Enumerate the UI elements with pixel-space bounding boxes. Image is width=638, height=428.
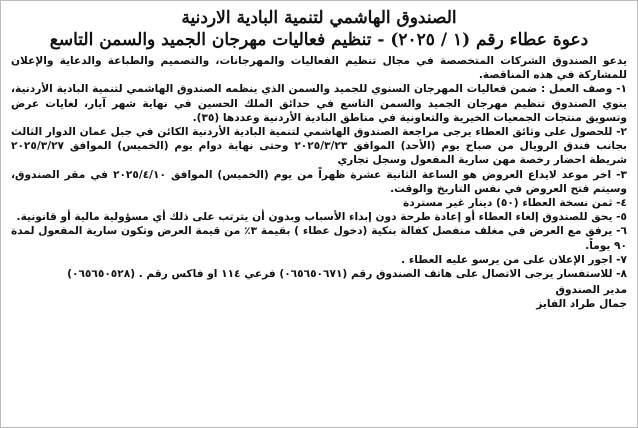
clause-work-description: ١- وصف العمل : ضمن فعاليات المهرجان السنوي للجميد والسمن الذي ينظمه الصندوق الهاشمي لتنمية البادية الأردنية، ينوي الصندوق تنظيم مهرجان الجميد والسمن التاسع في حدائق الملك الحسين في نهاية شهر آيار، لغايات عرض وتسويق منتجات الجمعيات الخيرية والتعاونية في مناطق البادية الأردنية وعددها (٣٥). xyxy=(11,83,627,124)
clause-deadline: ٣- اخر موعد لايداع العروض هو الساعة الثانية عشرة ظهراً من يوم (الخميس) الموافق ٢٠٢٥/٤/١٠ في مقر الصندوق، وسيتم فتح العروض في نفس التاريخ والوقت. xyxy=(11,168,627,195)
organization-title: الصندوق الهاشمي لتنمية البادية الاردنية xyxy=(181,8,457,28)
clause-price: ٤- ثمن نسخة العطاء (٥٠) دينار غير مستردة xyxy=(403,197,627,210)
signature-role: مدير الصندوق xyxy=(555,284,627,297)
announcement-body xyxy=(11,54,627,281)
tender-subtitle: دعوة عطاء رقم (١ / ٢٠٢٥) - تنظيم فعاليات مهرجان الجميد والسمن التاسع xyxy=(49,30,589,50)
clause-ad-fees: ٧- اجور الإعلان على من يرسو عليه العطاء . xyxy=(401,253,627,266)
clause-documents: ٢- للحصول على وثائق العطاء يرجى مراجعة الصندوق الهاشمي لتنمية البادية الأردنية الكائن في جبل عمان الدوار الثالث بجانب فندق الرويال من صباح يوم (الأحد) الموافق ٢٠٢٥/٣/٢٣ وحتى نهاية دوام يوم (الخميس) الموافق ٢٠٢٥/٣/٢٧ شريطة احضار رخصة مهن سارية المفعول وسجل تجاري xyxy=(11,126,627,167)
signature-name: جمال طراد الفايز xyxy=(536,298,627,311)
clause-guarantee: ٦- يرفق مع العرض في مغلف منفصل كفالة بنكية (دخول عطاء ) بقيمة ٣٪ من قيمة العرض وتكون سارية المفعول لمدة ٩٠ يوماً. xyxy=(11,225,627,252)
clause-contact: ٨- للاستفسار يرجى الاتصال على هاتف الصندوق رقم (٠٦٥٦٥٠٦٧١) فرعي ١١٤ او فاكس رقم . (٠٦٥٦٥٠٥٢٨) xyxy=(67,268,627,281)
clause-cancellation: ٥- يحق للصندوق إلغاء العطاء أو إعادة طرحة دون إبداء الأسباب وبدون أن يترتب على ذلك أي مسؤولية مالية أو قانونية. xyxy=(16,211,627,224)
signature-block xyxy=(11,283,627,311)
intro-paragraph: يدعو الصندوق الشركات المتخصصة في مجال تنظيم الفعاليات والمهرجانات، والتصميم والطباعة والدعاية والإعلان للمشاركة في هذه المناقصة. xyxy=(11,55,627,82)
